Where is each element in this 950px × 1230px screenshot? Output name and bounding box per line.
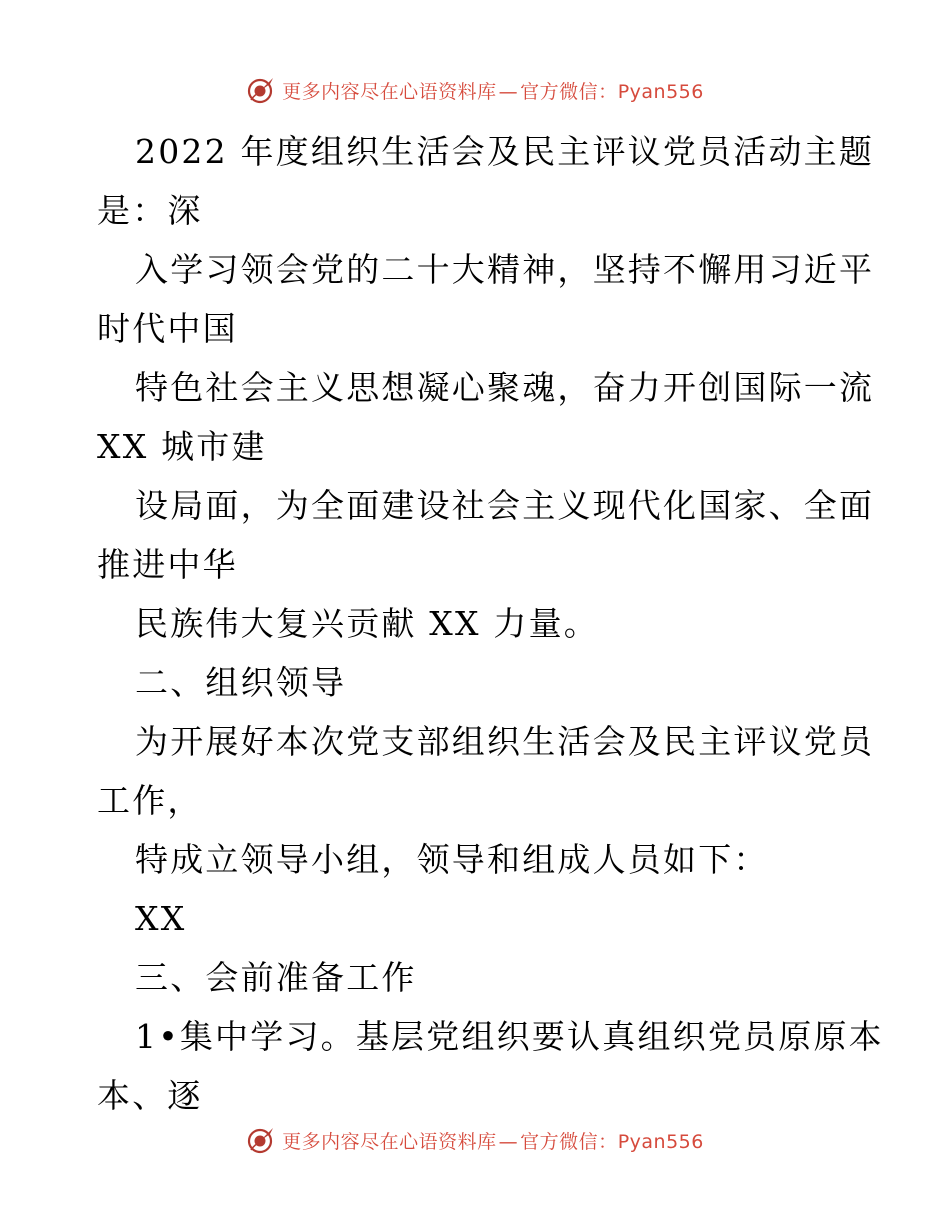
watermark-separator: — — [498, 80, 519, 103]
footer-watermark — [0, 1120, 950, 1160]
watermark-separator: — — [498, 1130, 519, 1153]
watermark-text — [282, 1127, 704, 1154]
watermark-main-text: 更多内容尽在心语资料库 — [282, 80, 497, 103]
watermark-main-text: 更多内容尽在心语资料库 — [282, 1130, 497, 1153]
watermark-text — [282, 77, 704, 104]
document-line: 1•集中学习。基层党组织要认真组织党员原原本 — [135, 1017, 884, 1056]
quill-logo-icon — [246, 75, 276, 105]
document-line: XX — [135, 899, 187, 938]
watermark-official-label: 官方微信： — [520, 80, 618, 103]
document-line: 工作， — [97, 781, 203, 820]
document-line: 民族伟大复兴贡献 XX 力量。 — [135, 604, 599, 643]
watermark-account-id: Pyan556 — [617, 1130, 704, 1153]
document-line: 三、会前准备工作 — [135, 958, 417, 997]
document-line: 特成立领导小组，领导和组成人员如下： — [135, 840, 769, 879]
document-line: 本、逐 — [97, 1076, 203, 1115]
document-line: 2022 年度组织生活会及民主评议党员活动主题 — [135, 132, 875, 171]
document-line: 推进中华 — [97, 545, 238, 584]
document-line: 入学习领会党的二十大精神，坚持不懈用习近平 — [135, 250, 875, 289]
header-watermark — [0, 70, 950, 110]
document-line: 时代中国 — [97, 309, 238, 348]
document-line: 设局面，为全面建设社会主义现代化国家、全面 — [135, 486, 875, 525]
document-line: 二、组织领导 — [135, 663, 347, 702]
watermark-official-label: 官方微信： — [520, 1130, 618, 1153]
document-line: XX 城市建 — [97, 427, 267, 466]
document-line: 为开展好本次党支部组织生活会及民主评议党员 — [135, 722, 875, 761]
watermark-account-id: Pyan556 — [617, 80, 704, 103]
document-body — [97, 122, 884, 1125]
quill-logo-icon — [246, 1125, 276, 1155]
document-line: 特色社会主义思想凝心聚魂，奋力开创国际一流 — [135, 368, 875, 407]
document-line: 是：深 — [97, 191, 203, 230]
